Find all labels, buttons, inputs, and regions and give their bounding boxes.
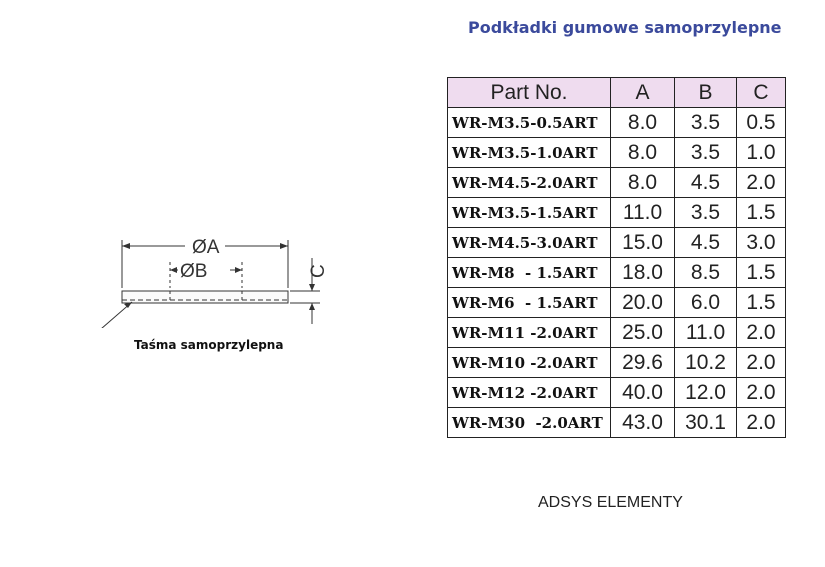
part-number-cell: WR-M30 -2.0ART [448,408,611,438]
dimension-a-cell: 40.0 [611,378,675,408]
part-number-cell: WR-M8 - 1.5ART [448,258,611,288]
table-row [448,228,786,258]
table-row [448,258,786,288]
part-number-cell: WR-M11 -2.0ART [448,318,611,348]
dimension-c-cell: 2.0 [737,168,786,198]
dimension-b-cell: 4.5 [675,168,737,198]
table-row [448,138,786,168]
dimension-c-cell: 0.5 [737,108,786,138]
dimension-a-cell: 29.6 [611,348,675,378]
dimension-b-cell: 10.2 [675,348,737,378]
dimension-c-cell: 2.0 [737,378,786,408]
washer-outline [122,291,288,303]
dimension-b-cell: 3.5 [675,198,737,228]
dimension-a-label: ØA [192,237,220,258]
dimension-b-cell: 8.5 [675,258,737,288]
dimension-c-cell: 3.0 [737,228,786,258]
part-number-cell: WR-M4.5-3.0ART [448,228,611,258]
dimension-a-cell: 20.0 [611,288,675,318]
part-number-cell: WR-M3.5-1.5ART [448,198,611,228]
dimension-a-cell: 8.0 [611,108,675,138]
table-row [448,408,786,438]
dimension-b-cell: 11.0 [675,318,737,348]
dimension-c-cell: 1.5 [737,288,786,318]
dimension-b-cell: 4.5 [675,228,737,258]
table-row [448,198,786,228]
dimension-c-cell: 2.0 [737,348,786,378]
part-number-cell: WR-M3.5-1.0ART [448,138,611,168]
page-title: Podkładki gumowe samoprzylepne [468,18,782,37]
part-number-cell: WR-M6 - 1.5ART [448,288,611,318]
header-b: B [675,78,737,108]
table-row [448,378,786,408]
dimension-c-cell: 2.0 [737,408,786,438]
part-number-cell: WR-M3.5-0.5ART [448,108,611,138]
dimension-a-cell: 25.0 [611,318,675,348]
dimension-b-cell: 3.5 [675,138,737,168]
part-number-cell: WR-M12 -2.0ART [448,378,611,408]
caption-leader-line [86,302,132,328]
company-footer: ADSYS ELEMENTY [538,494,683,511]
dimension-b-cell: 6.0 [675,288,737,318]
header-c: C [737,78,786,108]
part-number-cell: WR-M4.5-2.0ART [448,168,611,198]
washer-dimension-drawing [80,228,330,328]
dimension-b-cell: 12.0 [675,378,737,408]
dimension-a-cell: 43.0 [611,408,675,438]
adhesive-tape-caption: Taśma samoprzylepna [134,338,284,352]
table-row [448,318,786,348]
dimension-b-cell: 3.5 [675,108,737,138]
table-row [448,288,786,318]
dimension-c-cell: 1.5 [737,258,786,288]
dimension-c-cell: 1.0 [737,138,786,168]
part-dimensions-table [447,77,786,438]
dimension-a-cell: 15.0 [611,228,675,258]
dimension-a-cell: 8.0 [611,168,675,198]
dimension-b-cell: 30.1 [675,408,737,438]
part-number-cell: WR-M10 -2.0ART [448,348,611,378]
dimension-a-cell: 8.0 [611,138,675,168]
dimension-c-label: C [308,264,329,278]
header-part-no: Part No. [448,78,611,108]
dimension-a-cell: 18.0 [611,258,675,288]
header-a: A [611,78,675,108]
table-header-row [448,78,786,108]
dimension-c-cell: 2.0 [737,318,786,348]
table-row [448,108,786,138]
dimension-c-cell: 1.5 [737,198,786,228]
dimension-b-label: ØB [180,261,208,282]
table-row [448,348,786,378]
dimension-a-cell: 11.0 [611,198,675,228]
table-row [448,168,786,198]
